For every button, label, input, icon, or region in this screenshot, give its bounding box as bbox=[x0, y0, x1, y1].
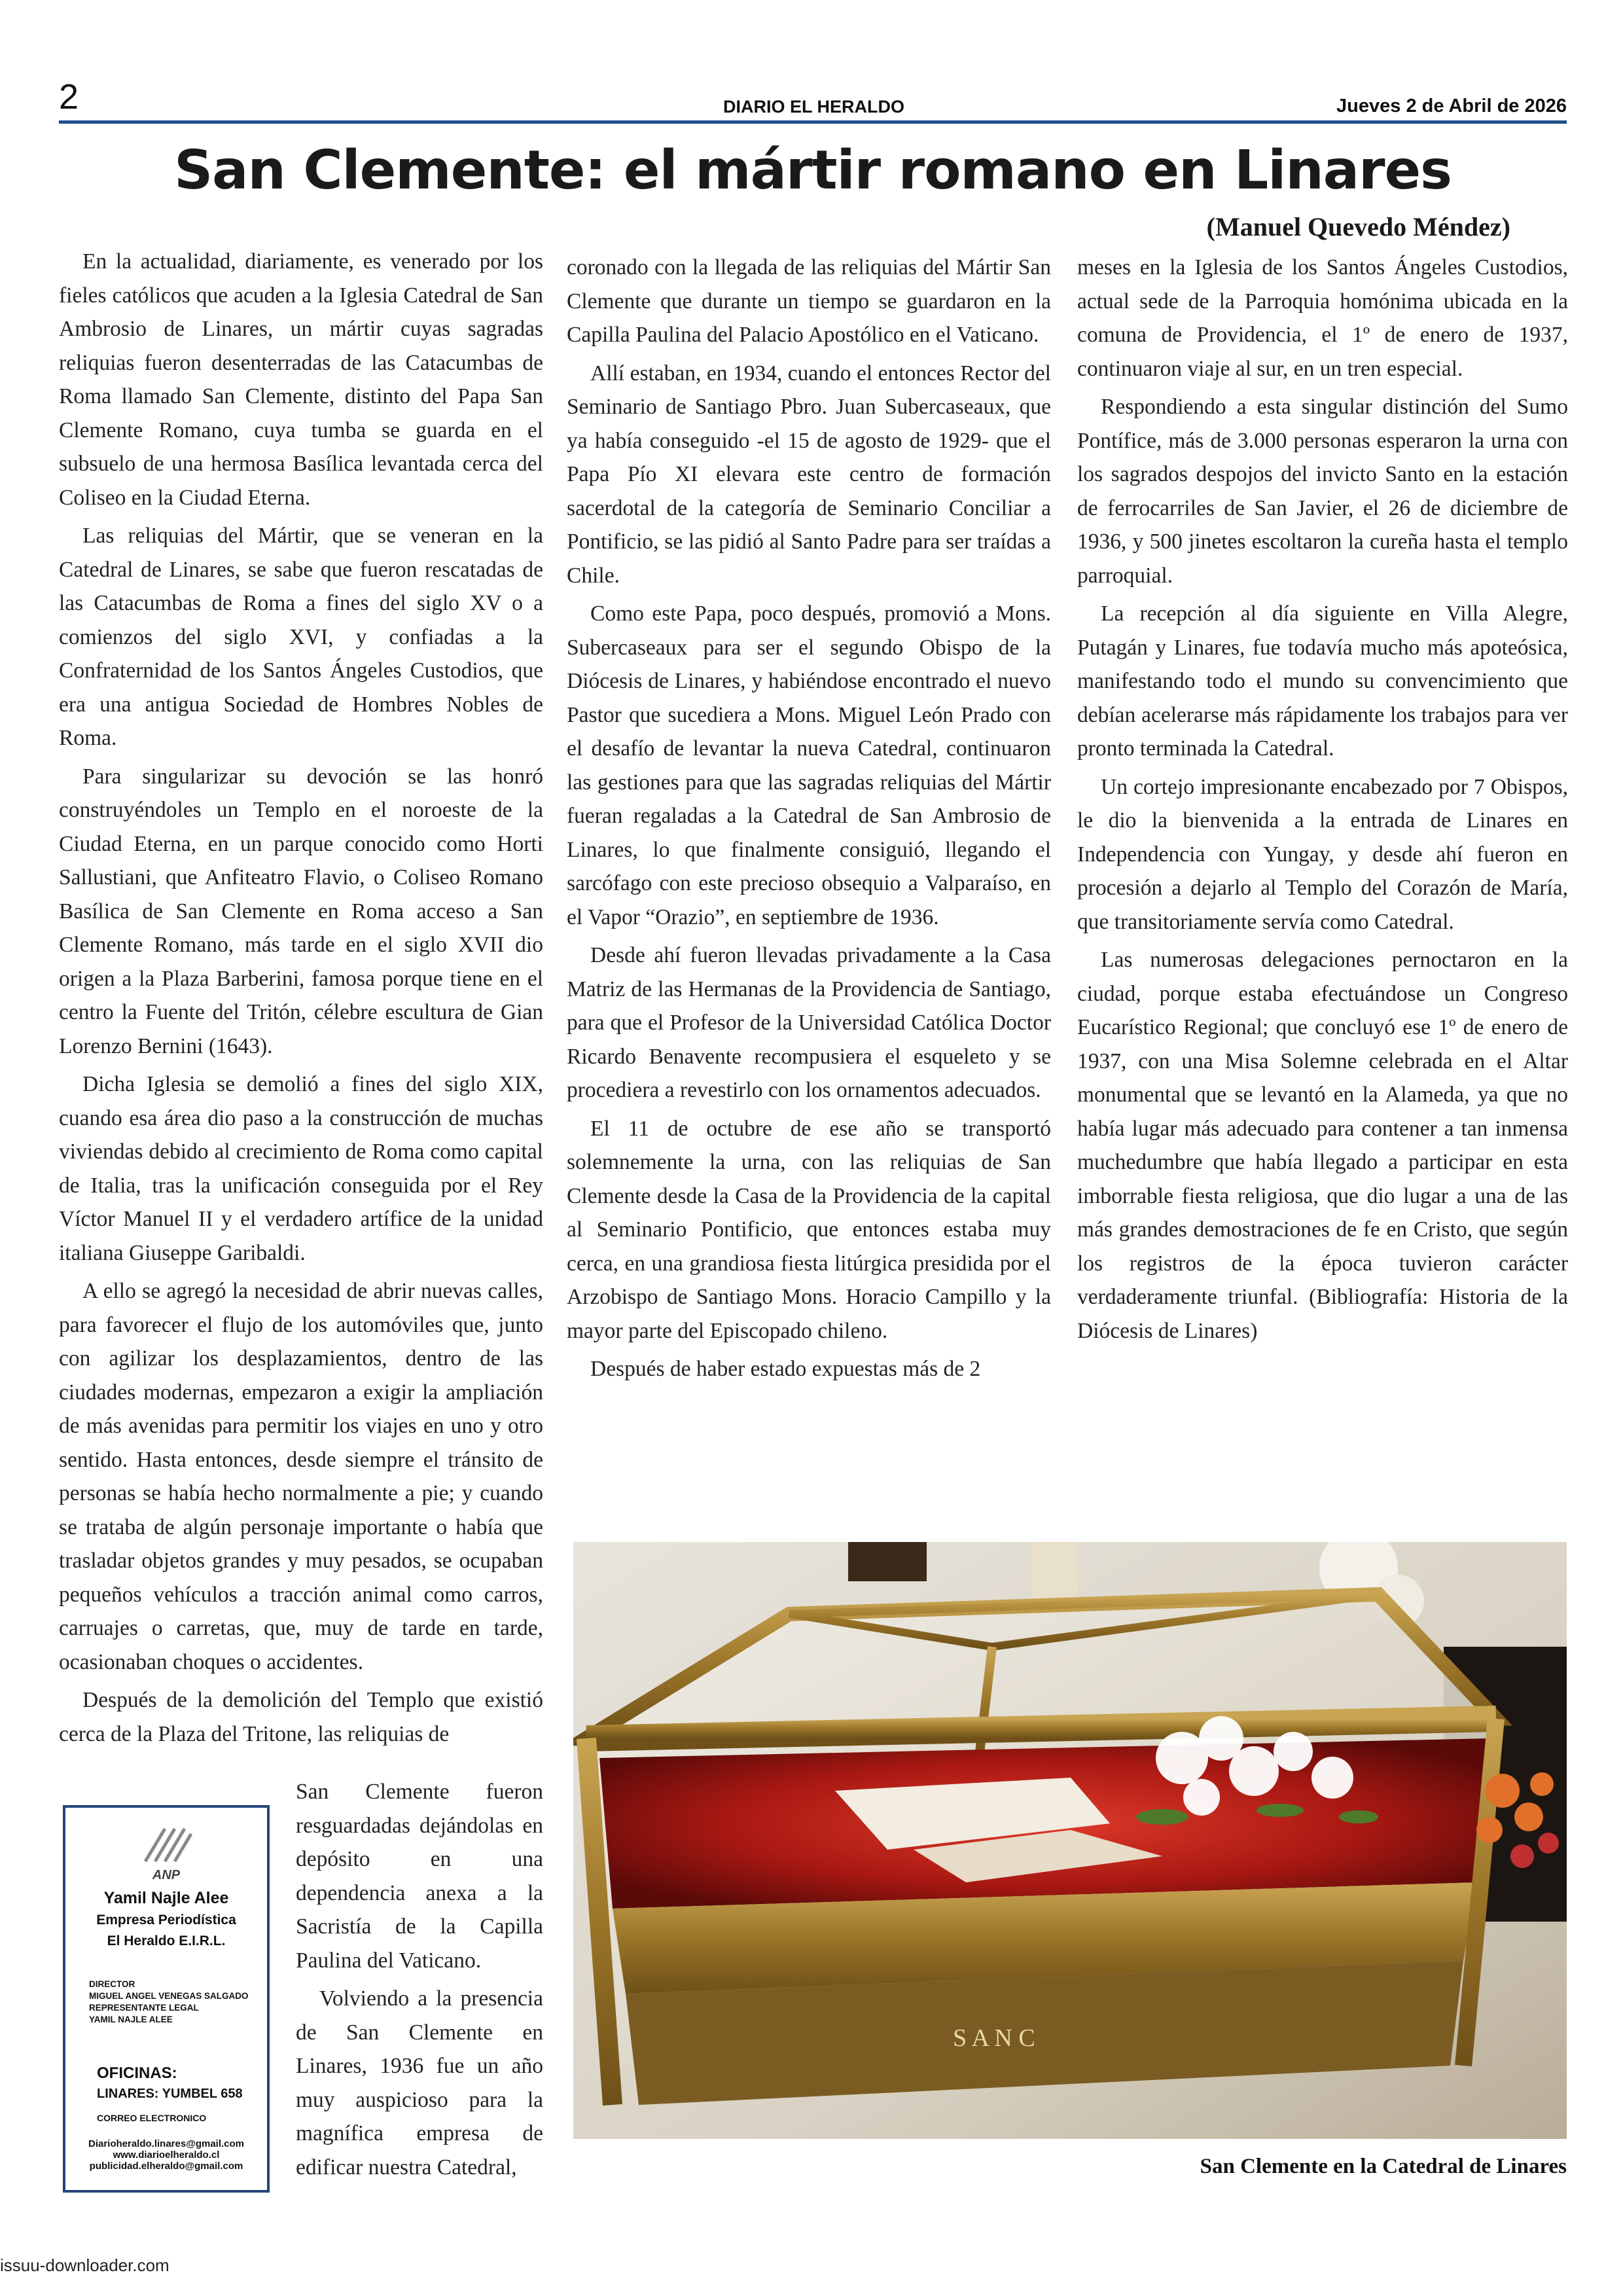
email-link[interactable]: publicidad.elheraldo@gmail.com bbox=[89, 2161, 243, 2172]
paragraph: Después de la demolición del Templo que existió cerca de la Plaza del Tritone, las reliquias de bbox=[59, 1688, 543, 1746]
director-label: DIRECTOR bbox=[89, 1979, 135, 1989]
company-legal-name: El Heraldo E.I.R.L. bbox=[107, 1933, 226, 1948]
paragraph: Dicha Iglesia se demolió a fines del siglo XIX, cuando esa área dio paso a la construcción de muchas viviendas debido al crecimiento de Roma como capital de Italia, tras la unificación conseguida por el Rey Víctor Manuel II y el verdadero artífice de la unidad italiana Giuseppe Garibaldi. bbox=[59, 1072, 543, 1265]
anp-logo-icon bbox=[139, 1822, 198, 1872]
paragraph: meses en la Iglesia de los Santos Ángeles Custodios, actual sede de la Parroquia homónima ubicada en la comuna de Providencia, el 1º de enero de 1937, continuaron viaje al sur, en un tren especial. bbox=[1077, 255, 1568, 381]
director-name: MIGUEL ANGEL VENEGAS SALGADO bbox=[89, 1991, 249, 2001]
paragraph: Las numerosas delegaciones pernoctaron en la ciudad, porque estaba efectuándose un Congreso Eucarístico Regional; que concluyó ese 1º de enero de 1937, con una Misa Solemne celebrada en el Altar monumental que se levantó en la Alameda, ya que no había lugar más adecuado para contener a tan inmensa muchedumbre que había llegado a participar en esta imborrable fiesta religiosa, que dio lugar a una de las más grandes demostraciones de fe en Cristo, que según los registros de la época tuvieron carácter verdaderamente triunfal. (Bibliografía: Historia de la Diócesis de Linares) bbox=[1077, 948, 1568, 1343]
paragraph: Para singularizar su devoción se las honró construyéndoles un Templo en el noroeste de la Ciudad Eterna, en un parque conocido como Horti Sallustiani, que Anfiteatro Flavio, o Coliseo Romano Basílica de San Clemente en Roma acceso a San Clemente Romano, más tarde en el siglo XVII dio origen a la Plaza Barberini, famosa porque tiene en el centro la Fuente del Tritón, célebre escultura de Gian Lorenzo Bernini (1643). bbox=[59, 764, 543, 1058]
website-link[interactable]: www.diarioelheraldo.cl bbox=[113, 2149, 220, 2161]
paragraph: coronado con la llegada de las reliquias del Mártir San Clemente que durante un tiempo se guardaron en la Capilla Paulina del Palacio Apostólico en el Vaticano. bbox=[567, 255, 1051, 347]
paragraph: Respondiendo a esta singular distinción del Sumo Pontífice, más de 3.000 personas esperaron la urna con los sagrados despojos del invicto Santo en la estación de ferrocarriles de San Javier, el 26 de diciembre de 1936, y 500 jinetes escoltaron la cureña hasta el templo parroquial. bbox=[1077, 395, 1568, 588]
company-name: Empresa Periodística bbox=[96, 1912, 236, 1928]
page-number: 2 bbox=[59, 77, 79, 117]
header-rule bbox=[59, 120, 1567, 124]
column-1-continued bbox=[296, 1775, 543, 2189]
offices-label: OFICINAS: bbox=[97, 2064, 177, 2082]
article-title: San Clemente: el mártir romano en Linares bbox=[174, 139, 1452, 202]
issue-date: Jueves 2 de Abril de 2026 bbox=[1336, 96, 1567, 117]
email-link[interactable]: Diarioheraldo.linares@gmail.com bbox=[88, 2138, 245, 2149]
paragraph: La recepción al día siguiente en Villa Alegre, Putagán y Linares, fue todavía mucho más apoteósica, manifestando todo el mundo su convencimiento que debían acelerarse más rápidamente los trabajos para ver pronto terminada la Catedral. bbox=[1077, 601, 1568, 761]
offices-address: LINARES: YUMBEL 658 bbox=[97, 2087, 243, 2101]
photo-caption: San Clemente en la Catedral de Linares bbox=[1200, 2155, 1567, 2178]
reliquary-photo bbox=[573, 1542, 1567, 2139]
masthead-box bbox=[63, 1805, 270, 2193]
newspaper-name: DIARIO EL HERALDO bbox=[723, 97, 905, 117]
column-2 bbox=[567, 251, 1051, 1391]
photo-inscription: S A N C bbox=[953, 2024, 1035, 2052]
paragraph: Como este Papa, poco después, promovió a Mons. Subercaseaux para ser el segundo Obispo de la Diócesis de Linares, y habiéndose encontrado el nuevo Pastor que sucediera a Mons. Miguel León Prado con el desafío de levantar la nueva Catedral, continuaron las gestiones para que las sagradas reliquias del Mártir fueran regaladas a la Catedral de San Ambrosio de Linares, lo que finalmente consiguió, llegando el sarcófago con este precioso obsequio a Valparaíso, en el Vapor “Orazio”, en septiembre de 1936. bbox=[567, 601, 1051, 929]
owner-name: Yamil Najle Alee bbox=[103, 1889, 229, 1907]
column-1 bbox=[59, 245, 543, 1755]
anp-logo-text: ANP bbox=[152, 1868, 181, 1882]
paragraph: Allí estaban, en 1934, cuando el entonces Rector del Seminario de Santiago Pbro. Juan Subercaseaux, que ya había conseguido -el 15 de agosto de 1929- que el Papa Pío XI elevara este centro de formación sacerdotal de la categoría de Seminario Conciliar a Pontificio, se las pidió al Santo Padre para ser traídas a Chile. bbox=[567, 361, 1051, 588]
paragraph: Desde ahí fueron llevadas privadamente a la Casa Matriz de las Hermanas de la Providencia de Santiago, para que el Profesor de la Universidad Católica Doctor Ricardo Benavente recompusiera el esqueleto y se procediera a revestirlo con los ornamentos adecuados. bbox=[567, 943, 1051, 1102]
watermark: issuu-downloader.com bbox=[0, 2255, 169, 2275]
email-label: CORREO ELECTRONICO bbox=[97, 2113, 207, 2123]
paragraph: El 11 de octubre de ese año se transportó solemnemente la urna, con las reliquias de San Clemente desde la Casa de la Providencia de la capital al Seminario Pontificio, que entonces estaba muy cerca, en una grandiosa fiesta litúrgica presidida por el Arzobispo de Santiago Mons. Horacio Campillo y la mayor parte del Episcopado chileno. bbox=[567, 1116, 1051, 1343]
paragraph: San Clemente fueron resguardadas dejándolas en depósito en una dependencia anexa a la Sacristía de la Capilla Paulina del Vaticano. bbox=[296, 1780, 543, 1973]
article-byline: (Manuel Quevedo Méndez) bbox=[1206, 212, 1510, 242]
contact-emails bbox=[65, 2138, 267, 2172]
paragraph: Volviendo a la presencia de San Clemente en Linares, 1936 fue un año muy auspicioso para la magnífica empresa de edificar nuestra Catedral, bbox=[296, 1986, 543, 2179]
paragraph: A ello se agregó la necesidad de abrir nuevas calles, para favorecer el flujo de los automóviles que, junto con agilizar los desplazamientos, dentro de las ciudades modernas, empezaron a exigir la ampliación de más avenidas para permitir los viajes en uno y otro sentido. Hasta entonces, desde siempre el tránsito de personas se había hecho normalmente a pie; y cuando se trataba de algún personaje importante o había que trasladar objetos grandes y muy pesados, se ocupaban pequeños vehículos a tracción animal como carros, carruajes o carretas, que, muy de tarde en tarde, ocasionaban choques o accidentes. bbox=[59, 1279, 543, 1674]
paragraph: Las reliquias del Mártir, que se veneran en la Catedral de Linares, se sabe que fueron rescatadas de las Catacumbas de Roma a fines del siglo XV o a comienzos del siglo XVI, y confiadas a la Confraternidad de los Santos Ángeles Custodios, que era una antigua Sociedad de Hombres Nobles de Roma. bbox=[59, 524, 543, 750]
legal-rep-name: YAMIL NAJLE ALEE bbox=[89, 2015, 173, 2024]
paragraph: En la actualidad, diariamente, es venerado por los fieles católicos que acuden a la Iglesia Catedral de San Ambrosio de Linares, un mártir cuyas sagradas reliquias fueron desenterradas de las Catacumbas de Roma llamado San Clemente, distinto del Papa San Clemente Romano, cuya tumba se guarda en el subsuelo de una hermosa Basílica levantada cerca del Coliseo en la Ciudad Eterna. bbox=[59, 249, 543, 510]
paragraph: Un cortejo impresionante encabezado por 7 Obispos, le dio la bienvenida a la entrada de Linares en Independencia con Yungay, y desde ahí fueron en procesión a dejarlo al Templo del Corazón de María, que transitoriamente servía como Catedral. bbox=[1077, 774, 1568, 934]
column-3 bbox=[1077, 251, 1568, 1352]
legal-rep-label: REPRESENTANTE LEGAL bbox=[89, 2003, 199, 2013]
paragraph: Después de haber estado expuestas más de 2 bbox=[590, 1357, 981, 1381]
